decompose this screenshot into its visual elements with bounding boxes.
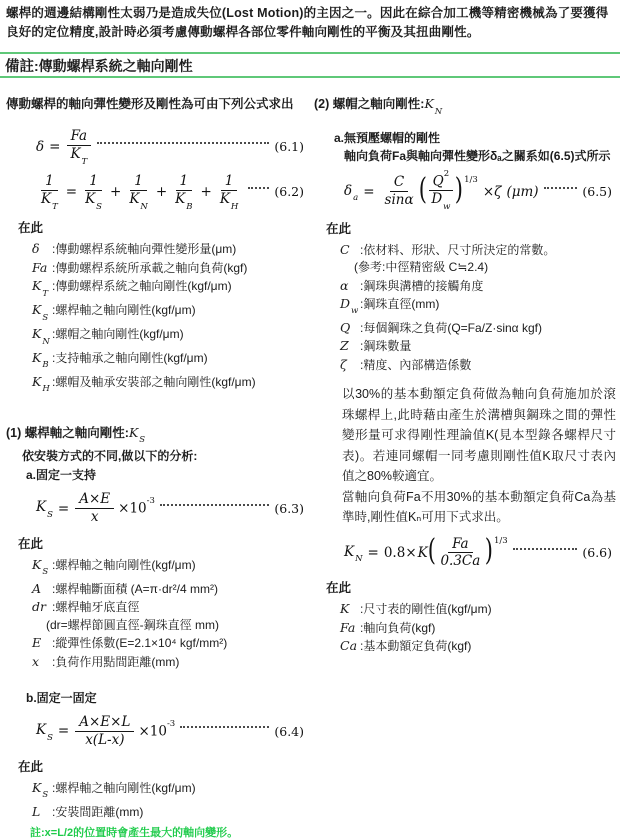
equation-6-6 <box>344 533 612 571</box>
symbol <box>32 349 52 373</box>
definition-continuation <box>46 617 310 634</box>
eq65-fraction <box>381 174 418 209</box>
eq62-term-2 <box>125 173 152 210</box>
definition-text: (dr=螺桿節圓直徑-鋼珠直徑 mm) <box>46 617 219 632</box>
symbol <box>32 240 52 257</box>
definition-text: :螺桿軸之軸向剛性(kgf/μm) <box>52 303 196 318</box>
definition-text: :鋼珠直徑(mm) <box>360 296 440 311</box>
here-label: 在此 <box>18 759 44 774</box>
definition-text: :傳動螺桿系統軸向彈性變形量(μm) <box>52 242 237 257</box>
eq63-lhs <box>36 499 53 518</box>
eq62-op-plus-2: + <box>155 183 168 200</box>
eq61-denominator <box>66 146 91 165</box>
symbol-base: x <box>32 653 40 669</box>
definition-row <box>32 580 310 598</box>
symbol-base: Q <box>340 319 351 335</box>
eq65-paren-fraction <box>427 169 454 213</box>
eq65-pf-num-sup: 2 <box>443 169 450 179</box>
definition-text: :螺桿軸之軸向剛性(kgf/μm) <box>52 780 196 795</box>
symbol-base: K <box>340 601 350 617</box>
symbol-sub: T <box>42 288 49 299</box>
eq62-t4-num: 1 <box>221 173 238 191</box>
section-1-symbol-sub: S <box>139 435 146 446</box>
symbol-base: K <box>32 278 42 294</box>
section-1-symbol: K <box>128 424 139 440</box>
symbol-base: K <box>32 302 42 318</box>
eq62-t1-den <box>81 191 106 210</box>
eq61-numerator: Fa <box>67 128 92 146</box>
symbol-base: ζ <box>340 356 347 372</box>
symbol <box>340 356 360 373</box>
definition-text: :螺帽之軸向剛性(kgf/μm) <box>52 327 184 341</box>
definition-row <box>340 600 618 618</box>
eq64-equals: = <box>57 723 70 740</box>
definition-text: :基本動額定負荷(kgf) <box>360 639 472 654</box>
definition-text: :精度、內部構造係數 <box>360 357 472 372</box>
eq65-exponent: 1/3 <box>464 174 478 185</box>
dotted-leader <box>544 187 578 189</box>
eq62-t4-den-sub: H <box>230 201 239 212</box>
eq62-t1-num: 1 <box>85 173 102 191</box>
eq65-denominator: sinα <box>384 192 414 209</box>
eq61-den-base: K <box>70 145 81 162</box>
left-column-heading: 傳動螺桿的軸向彈性變形及剛性為可由下列公式求出 <box>6 97 294 111</box>
symbol <box>32 598 52 615</box>
green-rule-top <box>0 52 620 54</box>
symbol <box>32 301 52 325</box>
definition-row <box>32 598 310 616</box>
definition-text: :依材料、形狀、尺寸所決定的常數。 <box>360 242 556 257</box>
eq64-lhs <box>36 722 53 741</box>
section-2-symbol: K <box>424 96 434 111</box>
definition-text: :螺桿軸斷面積 (A=π·dr²/4 mm²) <box>52 581 218 596</box>
eq62-number: (6.2) <box>274 184 304 200</box>
eq64-lhs-base: K <box>36 721 47 738</box>
eq66-coefficient: 0.8× <box>383 544 417 561</box>
eq63-number: (6.3) <box>274 501 304 517</box>
eq64-number: (6.4) <box>274 723 304 739</box>
eq62-t0-den <box>37 191 62 210</box>
definition-text: :螺桿軸之軸向剛性(kgf/μm) <box>52 557 196 572</box>
eq65-lhs-base: δ <box>344 182 353 199</box>
definition-row <box>340 337 618 355</box>
eq62-t2-den-base: K <box>129 191 140 208</box>
eq62-t2-den <box>125 191 152 210</box>
eq63-equals: = <box>57 500 70 517</box>
eq66-equals: = <box>367 544 379 561</box>
definition-text: :安裝間距離(mm) <box>52 804 144 819</box>
symbol <box>340 295 360 319</box>
symbol-sub: B <box>42 360 49 371</box>
definition-text: :螺桿軸牙底直徑 <box>52 600 140 615</box>
definition-row <box>32 803 310 821</box>
symbol-sub: N <box>42 336 50 347</box>
definition-text: :每個鋼珠之負荷(Q=Fa/Z·sinα kgf) <box>360 320 542 335</box>
definition-row <box>340 637 618 655</box>
eq66-lhs <box>344 544 363 563</box>
rigidity-paragraph-1: 以30%的基本動額定負荷做為軸向負荷施加於滾珠螺桿上,此時藉由產生於溝槽與鋼珠之間的彈性變形量可求得剛性理論值K(見本型錄各螺桿尺寸表)。若連同螺帽一同考慮則剛性值K取尺寸表內值之80%較適宜。 <box>342 387 616 484</box>
symbol <box>32 580 52 597</box>
dotted-leader <box>97 142 269 144</box>
eq65-number: (6.5) <box>582 184 612 200</box>
here-label: 在此 <box>326 581 352 596</box>
eq65-lhs <box>344 183 358 202</box>
symbol <box>32 325 52 349</box>
section-2-symbol-sub: N <box>434 106 443 117</box>
eq62-t0-den-base: K <box>41 191 52 208</box>
equation-6-4 <box>36 714 304 749</box>
symbol-sub: S <box>42 567 49 578</box>
eq64-mult-exp: -3 <box>166 719 176 730</box>
definition-row <box>340 295 618 319</box>
eq62-term-3 <box>171 173 196 210</box>
equation-6-1 <box>36 128 304 165</box>
eq62-op-equals: = <box>65 183 78 200</box>
eq65-paren-den <box>427 191 454 213</box>
symbol-sub: w <box>351 306 359 317</box>
eq66-exponent: 1/3 <box>494 535 508 546</box>
section-2-number: (2) <box>314 97 330 111</box>
symbol <box>340 277 360 294</box>
open-paren: ( <box>427 533 436 569</box>
definition-text: :尺寸表的剛性值(kgf/μm) <box>360 602 492 617</box>
eq62-t3-num: 1 <box>176 173 193 191</box>
definition-row <box>32 240 310 258</box>
eq61-lhs: δ <box>36 138 45 155</box>
eq64-multiplier <box>138 719 176 740</box>
section-2-title: 螺帽之軸向剛性: <box>332 97 425 111</box>
definition-text: :軸向負荷(kgf) <box>360 620 436 635</box>
definition-text: (參考:中徑精密級 C≒2.4) <box>354 260 489 275</box>
eq64-lhs-sub: S <box>47 732 53 743</box>
symbol-base: D <box>340 295 351 311</box>
eq65-equals: = <box>363 183 375 200</box>
equation-6-2 <box>36 173 304 210</box>
section-header-title: :傳動螺桿系統之軸向剛性 <box>34 58 193 74</box>
eq61-equals: = <box>49 138 61 155</box>
eq62-term-1 <box>81 173 106 210</box>
equation-6-3 <box>36 491 304 526</box>
symbol <box>32 259 52 276</box>
case-b-label: b.固定一固定 <box>26 690 97 705</box>
eq62-t3-den-sub: B <box>186 201 193 212</box>
eq63-lhs-sub: S <box>47 509 53 520</box>
eq62-t3-den-base: K <box>175 191 186 208</box>
symbol <box>32 556 52 580</box>
symbol-base: A <box>32 580 42 596</box>
definition-row <box>340 619 618 637</box>
rigidity-paragraph-2: 當軸向負荷Fa不用30%的基本動額定負荷Ca為基準時,剛性值Kₙ可用下式求出。 <box>342 489 616 525</box>
eq63-mult-base: ×10 <box>118 500 147 517</box>
symbol-base: K <box>32 556 42 572</box>
eq62-t0-den-sub: T <box>52 201 58 212</box>
dotted-leader <box>248 187 269 189</box>
symbol <box>32 653 52 670</box>
section-2-heading <box>314 94 618 115</box>
symbol-base: K <box>32 326 42 341</box>
eq62-t4-den <box>216 191 243 210</box>
eq63-denominator: x <box>90 509 99 526</box>
eq62-op-plus-3: + <box>200 183 212 200</box>
definition-continuation <box>354 259 618 276</box>
symbol-base: E <box>32 635 42 651</box>
definition-row <box>32 634 310 652</box>
case-a-label: a.固定一支持 <box>26 468 97 483</box>
eq66-number: (6.6) <box>582 545 612 561</box>
close-paren: ) <box>455 172 464 208</box>
dotted-leader <box>160 504 269 506</box>
definition-text: :螺帽及軸承安裝部之軸向剛性(kgf/μm) <box>52 374 256 389</box>
eq64-denominator: x(L-x) <box>85 731 125 748</box>
symbol <box>32 277 52 301</box>
eq62-t1-den-base: K <box>85 191 96 208</box>
symbol-base: Fa <box>32 259 48 275</box>
symbol-base: C <box>340 241 350 257</box>
eq65-numerator: C <box>390 174 408 192</box>
definition-text: :縱彈性係數(E=2.1×10⁴ kgf/mm²) <box>52 636 228 651</box>
eq64-fraction <box>75 714 134 749</box>
symbol-base: K <box>32 349 42 365</box>
definition-row <box>340 356 618 374</box>
eq64-mult-base: ×10 <box>138 723 167 740</box>
equation-6-5 <box>344 169 612 213</box>
eq65-unit: (μm) <box>506 183 539 200</box>
symbol-base: Fa <box>340 619 356 635</box>
section-header <box>5 55 193 76</box>
open-paren: ( <box>418 172 427 208</box>
symbol-base: Ca <box>340 638 358 654</box>
eq66-coefficient-var: K <box>417 544 428 561</box>
eq64-numerator: A×E×L <box>75 714 134 732</box>
definition-text: :支持軸承之軸向剛性(kgf/μm) <box>52 350 208 365</box>
right-column <box>314 92 618 656</box>
intro-paragraph: 螺桿的週邊結構剛性太弱乃是造成失位(Lost Motion)的主因之一。因此在綜合加工機等精密機械為了要獲得良好的定位精度,設計時必須考慮傳動螺桿各部位零件軸向剛性的平衡及其扭曲剛性。 <box>6 6 609 39</box>
eq62-t3-den <box>171 191 196 210</box>
symbol-base: dr <box>32 599 46 615</box>
definition-row <box>340 241 618 259</box>
symbol-sub: H <box>42 384 50 395</box>
symbol <box>340 619 360 636</box>
eq63-multiplier <box>118 496 155 517</box>
symbol-base: K <box>32 373 42 389</box>
eq66-pf-num: Fa <box>448 536 473 554</box>
eq63-numerator: A×E <box>75 491 114 509</box>
definition-text: :鋼珠數量 <box>360 339 412 354</box>
definition-row <box>32 301 310 325</box>
definition-text: :傳動螺桿系統所承載之軸向負荷(kgf) <box>52 260 248 275</box>
definition-row <box>340 319 618 337</box>
green-rule-bottom <box>0 76 620 78</box>
section-1-line: 依安裝方式的不同,做以下的分析: <box>22 449 198 464</box>
eq62-op-plus-1: + <box>110 183 122 200</box>
symbol <box>32 634 52 651</box>
section-1-number: (1) <box>6 425 22 440</box>
eq65-pf-num-base: Q <box>432 173 444 190</box>
definition-row <box>32 259 310 277</box>
definition-row <box>32 779 310 803</box>
eq65-paren-num <box>429 169 454 191</box>
eq65-pf-den-base: D <box>431 191 443 208</box>
eq61-number: (6.1) <box>274 139 304 155</box>
eq62-t2-num: 1 <box>130 173 147 191</box>
symbol-base: δ <box>32 241 40 257</box>
eq66-lhs-base: K <box>344 543 355 560</box>
symbol <box>340 337 360 354</box>
eq62-term-0 <box>37 173 62 210</box>
symbol-sub: S <box>42 790 49 801</box>
definition-row <box>340 277 618 295</box>
symbol <box>340 637 360 654</box>
eq63-fraction <box>75 491 114 526</box>
eq61-den-sub: T <box>81 156 88 167</box>
eq66-paren-fraction <box>436 536 484 571</box>
definition-text: :鋼珠與溝槽的接觸角度 <box>360 278 484 293</box>
symbol-base: L <box>32 803 41 819</box>
eq66-pf-den: 0.3Ca <box>440 553 481 570</box>
eq62-t4-den-base: K <box>219 191 230 208</box>
dotted-leader <box>513 548 578 550</box>
here-label: 在此 <box>18 536 44 551</box>
eq65-lhs-sub: a <box>353 193 359 204</box>
dotted-leader <box>180 726 269 728</box>
symbol <box>340 600 360 617</box>
max-deformation-note: 註:x=L/2的位置時會產生最大的軸向變形。 <box>30 826 239 839</box>
eq66-lhs-sub: N <box>355 554 363 565</box>
eq62-t0-num: 1 <box>41 173 58 191</box>
section-header-label: 備註 <box>5 59 34 75</box>
eq65-pf-den-sub: w <box>443 202 451 213</box>
left-column <box>6 92 310 840</box>
definition-row <box>32 653 310 671</box>
here-label: 在此 <box>326 221 352 236</box>
definition-row <box>32 556 310 580</box>
here-label: 在此 <box>18 221 44 236</box>
definition-text: :傳動螺桿系統之軸向剛性(kgf/μm) <box>52 279 232 294</box>
symbol <box>340 319 360 336</box>
definition-text: :負荷作用點間距離(mm) <box>52 654 180 669</box>
eq63-mult-exp: -3 <box>146 496 155 507</box>
symbol <box>32 373 52 397</box>
section-1-heading <box>6 423 310 444</box>
eq61-fraction <box>66 128 91 165</box>
symbol-base: Z <box>340 338 349 354</box>
relation-description: 軸向負荷Fa與軸向彈性變形δₐ之關系如(6.5)式所示 <box>344 148 611 163</box>
definition-row <box>32 325 310 349</box>
definition-row <box>32 373 310 397</box>
symbol-base: K <box>32 779 42 795</box>
symbol <box>32 803 52 820</box>
eq65-zeta-factor: ×ζ <box>482 183 502 200</box>
symbol-base: α <box>340 277 349 293</box>
case-a-label: a.無預壓螺帽的剛性 <box>334 130 441 145</box>
symbol-sub: S <box>42 312 49 323</box>
eq62-t1-den-sub: S <box>96 201 102 212</box>
section-1-title: 螺桿軸之軸向剛性: <box>24 425 129 440</box>
eq62-t2-den-sub: N <box>140 201 148 212</box>
symbol <box>340 241 360 258</box>
eq63-lhs-base: K <box>36 499 47 516</box>
symbol <box>32 779 52 803</box>
definition-row <box>32 277 310 301</box>
definition-row <box>32 349 310 373</box>
close-paren: ) <box>485 533 494 569</box>
eq62-term-4 <box>216 173 243 210</box>
